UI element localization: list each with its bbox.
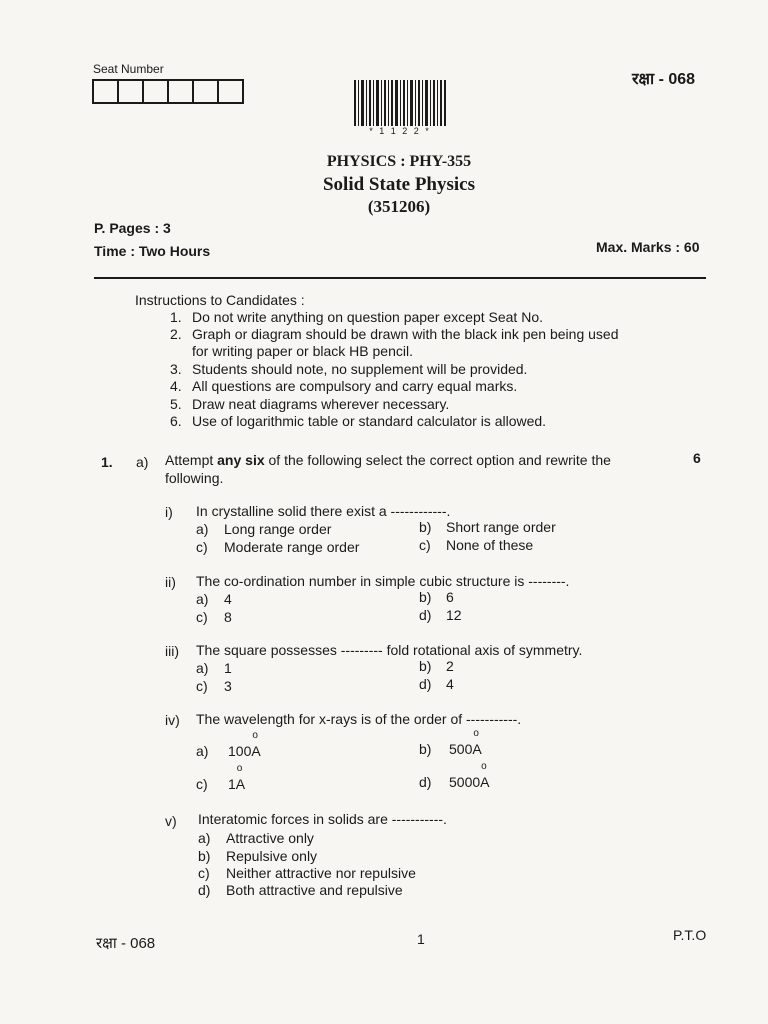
option-label: c) — [196, 678, 208, 694]
instruction-number: 6. — [170, 413, 182, 429]
option-text: Neither attractive nor repulsive — [226, 865, 416, 881]
instructions-heading: Instructions to Candidates : — [135, 292, 305, 308]
instruction-number: 4. — [170, 378, 182, 394]
seat-digit-box[interactable] — [217, 79, 244, 104]
option-label: a) — [196, 521, 209, 537]
option-label: b) — [419, 658, 432, 674]
option-label: a) — [196, 591, 209, 607]
sub-question-text: In crystalline solid there exist a ------------. — [196, 503, 451, 519]
instruction-text: All questions are compulsory and carry equal marks. — [192, 378, 518, 394]
option-text: Moderate range order — [224, 539, 360, 555]
option-text: Both attractive and repulsive — [226, 882, 403, 898]
option-text: 12 — [446, 607, 462, 623]
option-text: 6 — [446, 589, 454, 605]
max-marks: Max. Marks : 60 — [596, 239, 700, 255]
sub-question-number: v) — [165, 813, 177, 829]
option-label: c) — [198, 865, 210, 881]
footer-paper-code: रक्षा - 068 — [96, 935, 156, 952]
option-text: 5000o A — [449, 774, 490, 790]
sub-question-text: The co-ordination number in simple cubic structure is --------. — [196, 573, 570, 589]
option-label: a) — [196, 743, 209, 759]
seat-digit-box[interactable] — [142, 79, 169, 104]
option-text: 2 — [446, 658, 454, 674]
instruction-number: 2. — [170, 326, 182, 342]
instruction-text: Graph or diagram should be drawn with the black ink pen being used — [192, 326, 619, 342]
question-text: Attempt any six of the following select the correct option and rewrite the — [165, 452, 611, 468]
seat-digit-box[interactable] — [92, 79, 119, 104]
option-label: b) — [419, 741, 432, 757]
instruction-number: 5. — [170, 396, 182, 412]
instruction-number: 1. — [170, 309, 182, 325]
instruction-number: 3. — [170, 361, 182, 377]
option-label: c) — [419, 537, 431, 553]
option-label: c) — [196, 539, 208, 555]
option-text: None of these — [446, 537, 534, 553]
option-text: 1 — [224, 660, 232, 676]
option-text: Short range order — [446, 519, 556, 535]
page-count: P. Pages : 3 — [94, 220, 171, 236]
option-label: c) — [196, 609, 208, 625]
option-text: Attractive only — [226, 830, 314, 846]
seat-digit-box[interactable] — [192, 79, 219, 104]
course-code: (351206) — [367, 197, 431, 216]
seat-digit-box[interactable] — [117, 79, 144, 104]
barcode-number: * 1 1 2 2 * — [369, 126, 431, 136]
instruction-text: Draw neat diagrams wherever necessary. — [192, 396, 450, 412]
option-text: 4 — [224, 591, 232, 607]
option-label: a) — [198, 830, 211, 846]
sub-question-text: The square possesses --------- fold rotational axis of symmetry. — [196, 642, 583, 658]
option-label: c) — [196, 776, 208, 792]
sub-question-number: i) — [165, 504, 173, 520]
instruction-text-continued: for writing paper or black HB pencil. — [192, 343, 413, 359]
barcode — [352, 80, 448, 128]
option-text: 500o A — [449, 741, 482, 757]
sub-question-number: iv) — [165, 712, 180, 728]
option-text: 100o A — [228, 743, 261, 759]
option-label: d) — [198, 882, 211, 898]
option-label: d) — [419, 774, 432, 790]
time-allowed: Time : Two Hours — [94, 243, 211, 259]
angstrom-unit: o A — [480, 774, 489, 790]
instruction-text: Use of logarithmic table or standard calculator is allowed. — [192, 413, 547, 429]
instruction-text: Students should note, no supplement will be provided. — [192, 361, 528, 377]
angstrom-unit: o A — [236, 776, 245, 792]
paper-code: रक्षा - 068 — [632, 71, 696, 88]
sub-question-text: The wavelength for x-rays is of the order of -----------. — [196, 711, 522, 727]
option-text: 4 — [446, 676, 454, 692]
sub-question-number: ii) — [165, 574, 176, 590]
instruction-text: Do not write anything on question paper except Seat No. — [192, 309, 543, 325]
question-part: a) — [136, 454, 149, 470]
seat-digit-box[interactable] — [167, 79, 194, 104]
option-label: d) — [419, 676, 432, 692]
option-label: b) — [419, 519, 432, 535]
question-text-continued: following. — [165, 470, 224, 486]
page-number: 1 — [417, 931, 425, 947]
option-text: 3 — [224, 678, 232, 694]
sub-question-text: Interatomic forces in solids are -----------. — [198, 811, 447, 827]
angstrom-unit: o A — [251, 743, 260, 759]
please-turn-over: P.T.O — [673, 927, 707, 943]
seat-number-label: Seat Number — [93, 62, 164, 76]
seat-number-boxes[interactable] — [92, 79, 244, 104]
option-text: Long range order — [224, 521, 332, 537]
option-text: 1o A — [228, 776, 245, 792]
angstrom-unit: o A — [472, 741, 481, 757]
header-divider — [94, 277, 706, 279]
option-label: b) — [198, 848, 211, 864]
option-text: 8 — [224, 609, 232, 625]
sub-question-number: iii) — [165, 643, 179, 659]
option-label: a) — [196, 660, 209, 676]
subject-heading: PHYSICS : PHY-355 — [326, 153, 472, 170]
paper-title: Solid State Physics — [322, 174, 476, 195]
option-label: b) — [419, 589, 432, 605]
option-label: d) — [419, 607, 432, 623]
option-text: Repulsive only — [226, 848, 318, 864]
question-number: 1. — [101, 454, 113, 470]
question-marks: 6 — [693, 450, 701, 466]
